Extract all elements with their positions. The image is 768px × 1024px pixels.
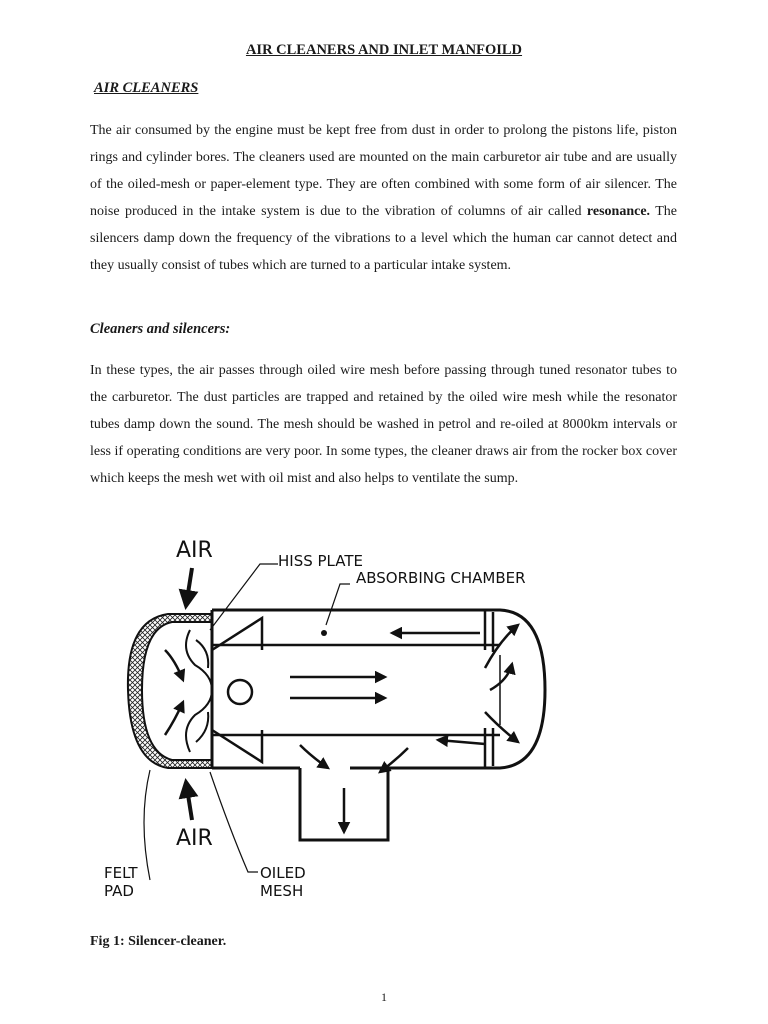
bold-term-resonance: resonance. xyxy=(586,204,651,219)
label-oiled-line1: OILED xyxy=(260,864,306,882)
section-heading-cleaners-silencers: Cleaners and silencers: xyxy=(90,321,231,337)
center-port xyxy=(228,680,252,704)
label-oiled-line2: MESH xyxy=(260,882,304,900)
figure-caption: Fig 1: Silencer-cleaner. xyxy=(90,934,227,949)
paragraph-text: The silencers damp down the frequency of the vibrations to a level which the human car cannot detect and they usually consist of tubes which are turned to a particular intake system. xyxy=(90,204,677,273)
chamber-dot xyxy=(321,630,327,636)
label-absorbing-chamber: ABSORBING CHAMBER xyxy=(356,569,526,587)
flow-arrows xyxy=(165,625,518,832)
page-number: 1 xyxy=(381,990,387,1004)
hiss-plate-shape xyxy=(186,630,212,752)
paragraph-text: The air consumed by the engine must be kept free from dust in order to prolong the pistons life, piston rings and cylinder bores. The cleaners used are mounted on the main carburetor air tube and are usually of the oiled-mesh or paper-element type. They are often combined with some form of air silencer. The noise produced in the intake system is due to the vibration of columns of air called xyxy=(90,123,677,219)
felt-pad-shape xyxy=(128,614,212,768)
air-inlet-arrow-top xyxy=(186,568,192,606)
page-title: AIR CLEANERS AND INLET MANFOILD xyxy=(245,42,523,58)
label-air-top: AIR xyxy=(176,538,213,563)
paragraph-cleaners-silencers: In these types, the air passes through oiled wire mesh before passing through tuned resonator tubes to the carburetor. The dust particles are trapped and retained by the oiled wire mesh while the resonator tubes damp down the sound. The mesh should be washed in petrol and re-oiled at 8000km intervals or less if operating conditions are very poor. In some types, the cleaner draws air from the rocker box cover which keeps the mesh wet with oil mist and also helps to ventilate the sump. xyxy=(90,363,677,486)
section-heading-air-cleaners: AIR CLEANERS xyxy=(94,80,199,96)
label-hiss-plate: HISS PLATE xyxy=(278,552,363,570)
label-air-bottom: AIR xyxy=(176,826,213,851)
label-felt-line2: PAD xyxy=(104,882,134,900)
air-inlet-arrow-bottom xyxy=(186,782,192,820)
label-felt-line1: FELT xyxy=(104,864,138,882)
